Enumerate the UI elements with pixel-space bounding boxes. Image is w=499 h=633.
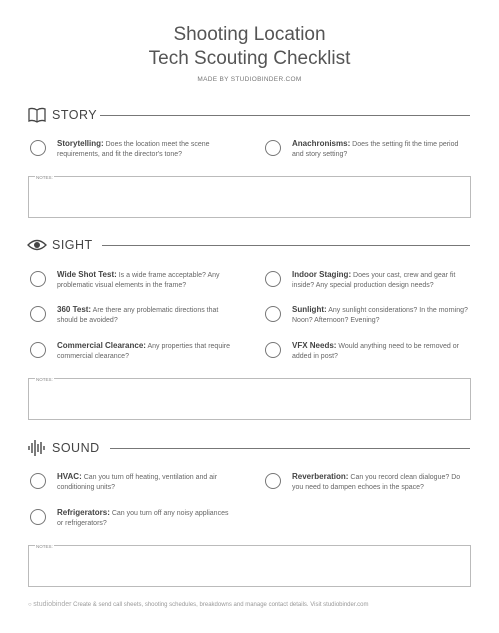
page-title-line1: Shooting Location <box>173 24 326 45</box>
checkbox[interactable] <box>30 342 46 358</box>
item-description: Any properties that require commercial clearance? <box>57 343 230 360</box>
item-description: Any sunlight considerations? In the morning? Noon? Afternoon? Evening? <box>292 307 468 324</box>
checkbox[interactable] <box>265 342 281 358</box>
studiobinder-logo-icon: ○ <box>28 602 32 608</box>
notes-label: NOTES: <box>36 544 53 549</box>
section-label-sight: SIGHT <box>52 238 93 252</box>
item-description: Does the location meet the scene requirements, and fit the director's tone? <box>57 141 210 158</box>
sound-wave-icon <box>27 439 47 457</box>
item-title: Commercial Clearance: <box>57 341 146 350</box>
item-title: HVAC: <box>57 472 82 481</box>
notes-field-story[interactable] <box>28 176 471 218</box>
item-description: Would anything need to be removed or added in post? <box>292 343 459 360</box>
section-header-sound <box>27 439 470 457</box>
item-title: Anachronisms: <box>292 139 351 148</box>
section-divider <box>102 245 470 246</box>
item-title: Sunlight: <box>292 305 327 314</box>
section-label-story: STORY <box>52 108 98 122</box>
item-description: Does the setting fit the time period and story setting? <box>292 141 459 158</box>
item-title: VFX Needs: <box>292 341 337 350</box>
book-icon <box>27 106 47 124</box>
item-title: Wide Shot Test: <box>57 270 117 279</box>
page-title-line2: Tech Scouting Checklist <box>148 48 351 69</box>
checkbox[interactable] <box>265 473 281 489</box>
made-by-label: MADE BY STUDIOBINDER.COM <box>197 76 302 83</box>
checkbox[interactable] <box>30 271 46 287</box>
section-divider <box>100 115 470 116</box>
item-title: Storytelling: <box>57 139 104 148</box>
item-description: Is a wide frame acceptable? Any problematic visual elements in the frame? <box>57 272 220 289</box>
item-description: Does your cast, crew and gear fit inside? Any special production design needs? <box>292 272 456 289</box>
footer-text: Create & send call sheets, shooting schedules, breakdowns and manage contact details. Visit studiobinder.com <box>73 602 369 608</box>
notes-label: NOTES: <box>36 377 53 382</box>
section-divider <box>110 448 470 449</box>
item-title: 360 Test: <box>57 305 92 314</box>
section-header-sight <box>27 236 470 254</box>
checkbox[interactable] <box>30 140 46 156</box>
notes-field-sound[interactable] <box>28 545 471 587</box>
notes-label: NOTES: <box>36 175 53 180</box>
checkbox[interactable] <box>265 140 281 156</box>
footer-brand: studiobinder <box>33 601 72 608</box>
item-title: Refrigerators: <box>57 508 110 517</box>
checkbox[interactable] <box>265 271 281 287</box>
item-description: Can you turn off any noisy appliances or refrigerators? <box>57 510 229 527</box>
footer <box>28 601 369 608</box>
item-description: Are there any problematic directions that should be avoided? <box>57 307 219 324</box>
item-title: Indoor Staging: <box>292 270 352 279</box>
section-header-story <box>27 106 470 124</box>
checkbox[interactable] <box>30 473 46 489</box>
item-title: Reverberation: <box>292 472 349 481</box>
item-description: Can you turn off heating, ventilation and air conditioning units? <box>57 474 218 491</box>
checkbox[interactable] <box>30 509 46 525</box>
eye-icon <box>27 236 47 254</box>
item-description: Can you record clean dialogue? Do you need to dampen echoes in the space? <box>292 474 461 491</box>
section-label-sound: SOUND <box>52 441 100 455</box>
checkbox[interactable] <box>265 306 281 322</box>
notes-field-sight[interactable] <box>28 378 471 420</box>
checkbox[interactable] <box>30 306 46 322</box>
